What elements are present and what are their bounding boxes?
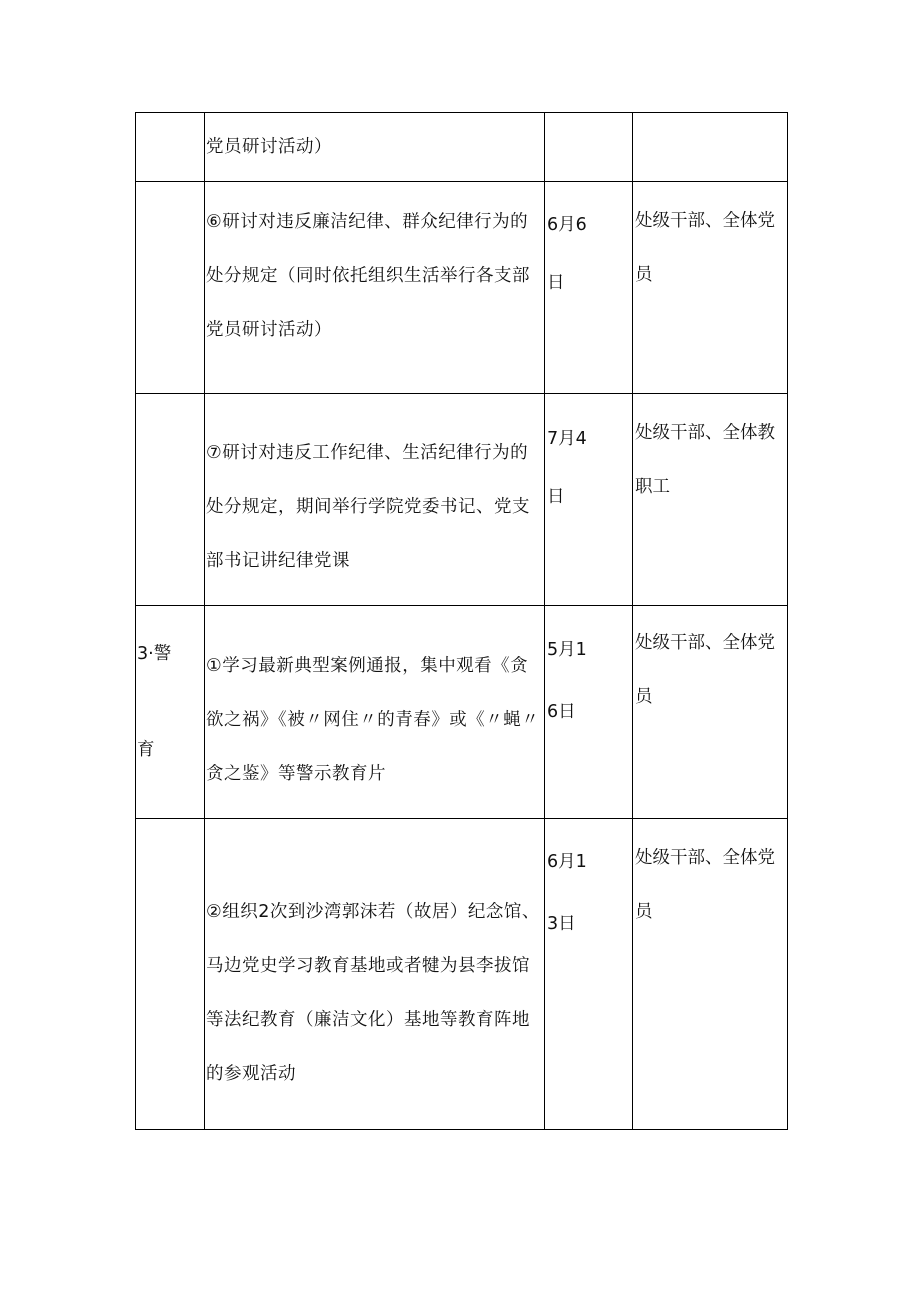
- content-text: ⑦研讨对违反工作纪律、生活纪律行为的处分规定，期间举行学院党委书记、党支部书记讲纪律党课: [206, 443, 530, 571]
- content-text: ①学习最新典型案例通报，集中观看《贪欲之祸》《被〃网住〃的青春》或《〃蝇〃贪之鉴》等警示教育片: [206, 656, 540, 784]
- date-cell: [545, 394, 633, 606]
- table-row: [136, 113, 788, 182]
- participants-cell: [633, 394, 788, 606]
- table-row: [136, 182, 788, 394]
- table-row: [136, 394, 788, 606]
- date-text: 7月4日: [547, 429, 587, 507]
- category-cell: [136, 606, 205, 819]
- table-row: [136, 819, 788, 1130]
- participants-cell: [633, 819, 788, 1130]
- category-text: [136, 394, 177, 408]
- category-cell: [136, 819, 205, 1130]
- participants-text: 处级干部、全体教职工: [635, 423, 775, 497]
- content-text: 党员研讨活动）: [206, 137, 332, 157]
- content-text: ⑥研讨对违反廉洁纪律、群众纪律行为的处分规定（同时依托组织生活举行各支部党员研讨活动）: [206, 212, 530, 340]
- date-cell: [545, 819, 633, 1130]
- participants-cell: [633, 113, 788, 182]
- category-cell: [136, 394, 205, 606]
- participants-cell: [633, 182, 788, 394]
- participants-text: 处级干部、全体党员: [635, 211, 775, 285]
- content-cell: [205, 819, 545, 1130]
- date-text: 6月13日: [547, 852, 587, 934]
- content-text: ②组织2次到沙湾郭沫若（故居）纪念馆、马边党史学习教育基地或者犍为县李拔馆等法纪教育（廉洁文化）基地等教育阵地的参观活动: [206, 902, 540, 1084]
- participants-text: [633, 113, 787, 127]
- participants-text: 处级干部、全体党员: [635, 633, 775, 707]
- date-text: [545, 113, 591, 127]
- category-text: [136, 819, 177, 833]
- schedule-table: [135, 112, 788, 1130]
- category-text: [136, 113, 177, 127]
- content-cell: [205, 182, 545, 394]
- category-cell: [136, 182, 205, 394]
- category-text: [136, 182, 177, 196]
- date-cell: [545, 182, 633, 394]
- content-cell: [205, 606, 545, 819]
- table-row: [136, 606, 788, 819]
- category-text: 3·警育: [137, 644, 172, 760]
- content-cell: [205, 394, 545, 606]
- content-cell: [205, 113, 545, 182]
- date-cell: [545, 606, 633, 819]
- date-cell: [545, 113, 633, 182]
- date-text: 6月6日: [547, 215, 587, 293]
- participants-text: 处级干部、全体党员: [635, 848, 775, 922]
- category-cell: [136, 113, 205, 182]
- participants-cell: [633, 606, 788, 819]
- date-text: 5月16日: [547, 640, 587, 722]
